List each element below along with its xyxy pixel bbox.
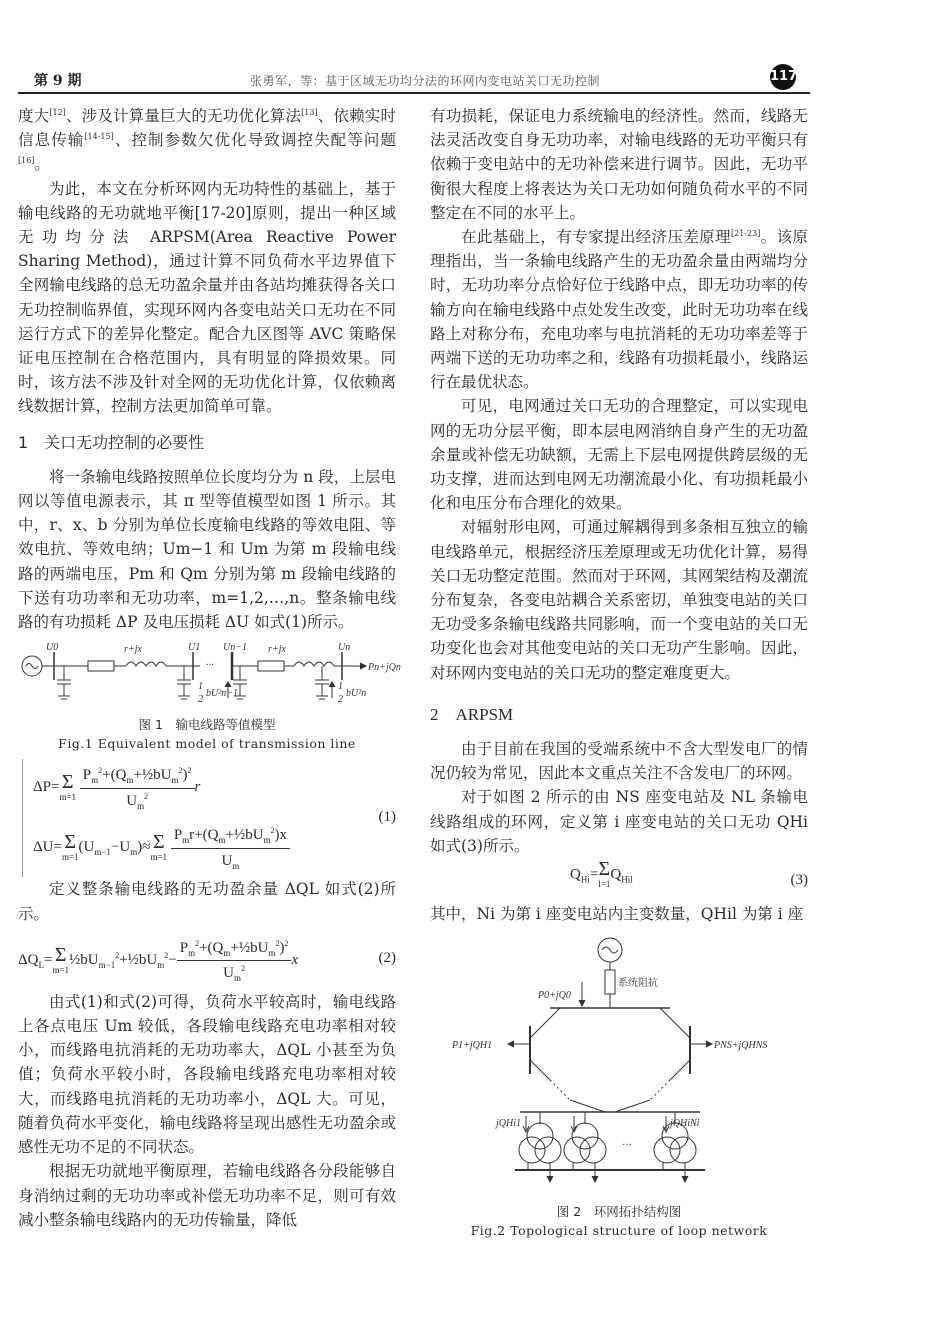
figure-2-caption-cn: 图 2 环网拓扑结构图 [556, 1203, 682, 1219]
label-dots: ··· [622, 1140, 632, 1152]
paragraph: 有功损耗，保证电力系统输电的经济性。然而，线路无法灵活改变自身无功功率，对输电线路的无功平衡只有依赖于变电站中的无功补偿来进行调节。因此，无功平衡很大程度上将表达为关口无功如何随负荷水平的不同整定在不同的水平上。 [430, 107, 808, 222]
label-un: Un [338, 642, 351, 654]
label-jqn: jQHiNi [670, 1118, 700, 1130]
label-two-1: 2 [198, 694, 203, 706]
equation-3 [430, 858, 808, 902]
paragraph: 对于如图 2 所示的由 NS 座变电站及 NL 条输电线路组成的环网，定义第 i 座变电站的关口无功 QHi 如式(3)所示。 [430, 788, 808, 855]
impedance-icon [605, 970, 615, 994]
section-heading-1: 1 关口无功控制的必要性 [18, 432, 205, 452]
right-column [430, 104, 808, 1246]
label-half-2: 1 [338, 681, 343, 693]
page-header [18, 66, 810, 94]
paragraph: 其中，Ni 为第 i 座变电站内主变数量，QHil 为第 i 座 [430, 905, 804, 924]
paragraph: 可见，电网通过关口无功的合理整定，可以实现电网的无功分层平衡，即本层电网消纳自身产生的无功盈余量或补偿无功缺额，无需上下层电网提供跨层级的无功支撑，进而达到电网无功潮流最小化、有功损耗最小化和电压分布合理化的效果。 [430, 397, 808, 513]
paragraph: 由于目前在我国的受端系统中不含大型发电厂的情况仍较为常见，因此本文重点关注不含发电厂的环网。 [430, 740, 808, 783]
label-u0: U0 [46, 642, 59, 654]
label-rjx: r+jx [124, 644, 142, 656]
paragraph: 将一条输电线路按照单位长度均分为 n 段，上层电网以等值电源表示，其 π 型等值模型如图 1 所示。其中，r、x、b 分别为单位长度输电线路的等效电阻、等效电抗、等效电纳；Um−1 和 Um 为第 m 段输电线路的两端电压，Pm 和 Qm 分别为第 m 段输电线路的下送有功功率和无功功率，m=1,2,…,n。整条输电线路的有功损耗 ΔP 及电压损耗 ΔU 如式(1)所示。 [18, 467, 396, 632]
equation-2 [18, 932, 396, 984]
figure-1-caption-en: Fig.1 Equivalent model of transmission line [58, 736, 356, 752]
paragraph: 对辐射形电网，可通过解耦得到多条相互独立的输电线路单元，根据经济压差原理或无功优化计算，易得关口无功整定范围。然而对于环网，其网架结构及潮流分布复杂，各变电站耦合关系密切，单独变电站的关口无功受多条输电线路共同影响，而一个变电站的关口无功变化也会对其他变电站的关口无功产生影响。因此，对环网内变电站的关口无功的整定难度更大。 [430, 518, 808, 682]
equation-2-number: (2) [378, 949, 396, 966]
paragraph: 度大[12]、涉及计算量巨大的无功优化算法[13]、依赖实时信息传输[14-15]、控制参数欠优化导致调控失配等问题[16]。 [18, 107, 396, 174]
loop-network-diagram [430, 934, 808, 1194]
figure-1 [18, 640, 401, 753]
transformer-icon [654, 1123, 696, 1163]
label-p1: P1+jQH1 [452, 1040, 493, 1052]
label-impedance: 系统阻抗 [618, 978, 658, 990]
label-jq1: jQHi1 [496, 1118, 521, 1130]
paragraph: 定义整条输电线路的无功盈余量 ΔQL 如式(2)所示。 [18, 880, 396, 923]
label-rjx-2: r+jx [268, 644, 286, 656]
label-pns: PNS+jQHNS [714, 1040, 768, 1052]
resistor-icon [88, 661, 114, 671]
label-output: Pn+jQn [368, 662, 401, 674]
transformer-icon [519, 1123, 561, 1163]
label-bu-n1: bU²n−1 [206, 688, 238, 700]
label-half-1: 1 [198, 681, 203, 693]
equation-3-number: (3) [790, 872, 808, 889]
paragraph: 根据无功就地平衡原理，若输电线路各分段能够自身消纳过剩的无功功率或补偿无功功率不足，则可有效减小整条输电线路内的无功传输量，降低 [18, 1162, 396, 1229]
equation-2-body: $\Delta Q_L=$ Σ m=1 $\frac{1}{2}bU_{m-1}^2+\frac{1}{2}bU_m^2-$ $\frac{P_m^2+(Q_m+\frac{1}{2}bU_m^2)^2}{U_m^2}$ x [18, 936, 298, 985]
label-u1: U1 [188, 642, 201, 654]
equation-1-line-1: ΔP= Σ m=1 $\frac{P_m^2+(Q_m+\frac{1}{2}bU_m^2)^2}{U_m^2}$ r [33, 763, 200, 812]
equation-1-number: (1) [378, 809, 396, 826]
figure-2-caption-en: Fig.2 Topological structure of loop network [470, 1222, 768, 1238]
equation-1-line-2: ΔU= Σ m=1 $(U_{m-1}-U_m)\approx$ Σ m=1 $\frac{P_mr+(Q_m+\frac{1}{2}bU_m^2)x}{U_m}$ [33, 823, 290, 872]
running-title: 张勇军，等：基于区域无功均分法的环网内变电站关口无功控制 [250, 74, 601, 88]
page-number-badge: 117 [770, 64, 796, 90]
figure-1-caption-cn: 图 1 输电线路等值模型 [138, 717, 276, 733]
label-un1: Un−1 [223, 642, 247, 654]
left-column [18, 104, 401, 1232]
figure-2 [430, 934, 808, 1239]
paragraph: 在此基础上，有专家提出经济压差原理[21-23]。该原理指出，当一条输电线路产生的无功盈余量由两端均分时，无功功率分点恰好位于线路中点，即无功功率的传输方向在输电线路中点处发生改变，此时无功功率在线路上对称分布，充电功率与电抗消耗的无功功率差等于两端下送的无功功率之和，线路有功损耗最小，线路运行在最优状态。 [430, 228, 808, 392]
label-bu-n: bU²n [346, 688, 367, 700]
label-two-2: 2 [338, 694, 343, 706]
label-p0: P0+jQ0 [538, 990, 571, 1002]
transformer-icon [564, 1123, 606, 1163]
section-heading-2: 2 ARPSM [430, 704, 514, 724]
label-dots: ··· [206, 660, 214, 672]
equation-1 [22, 759, 396, 877]
equation-3-body: $Q_{Hi}=$ Σ l=1 $Q_{Hil}$ [570, 858, 633, 890]
issue-label: 第 9 期 [34, 73, 82, 89]
paragraph: 由式(1)和式(2)可得，负荷水平较高时，输电线路上各点电压 Um 较低，各段输电线路充电功率相对较小，而线路电抗消耗的无功功率大，ΔQL 小甚至为负值；负荷水平较小时，各段输电线路充电功率相对较大，而线路电抗消耗的无功功率小，ΔQL 大。可见，随着负荷水平变化，输电线路将呈现出感性无功盈余或感性无功不足的不同状态。 [18, 992, 396, 1157]
inductor-icon [126, 662, 166, 666]
paragraph: 为此，本文在分析环网内无功特性的基础上，基于输电线路的无功就地平衡[17-20]原则，提出一种区域无功均分法 ARPSM(Area Reactive Power Sharing Method)，通过计算不同负荷水平边界值下全网输电线路的总无功盈余量并由各站均摊获得各关口无功控制临界值，实现环网内各变电站关口无功在不同运行方式下的差异化整定。配合九区图等 AVC 策略保证电压控制在合格范围内，具有明显的降损效果。同时，该方法不涉及针对全网的无功优化计算，仅依赖离线数据计算，控制方法更加简单可靠。 [18, 179, 396, 416]
transmission-line-diagram [18, 640, 401, 708]
